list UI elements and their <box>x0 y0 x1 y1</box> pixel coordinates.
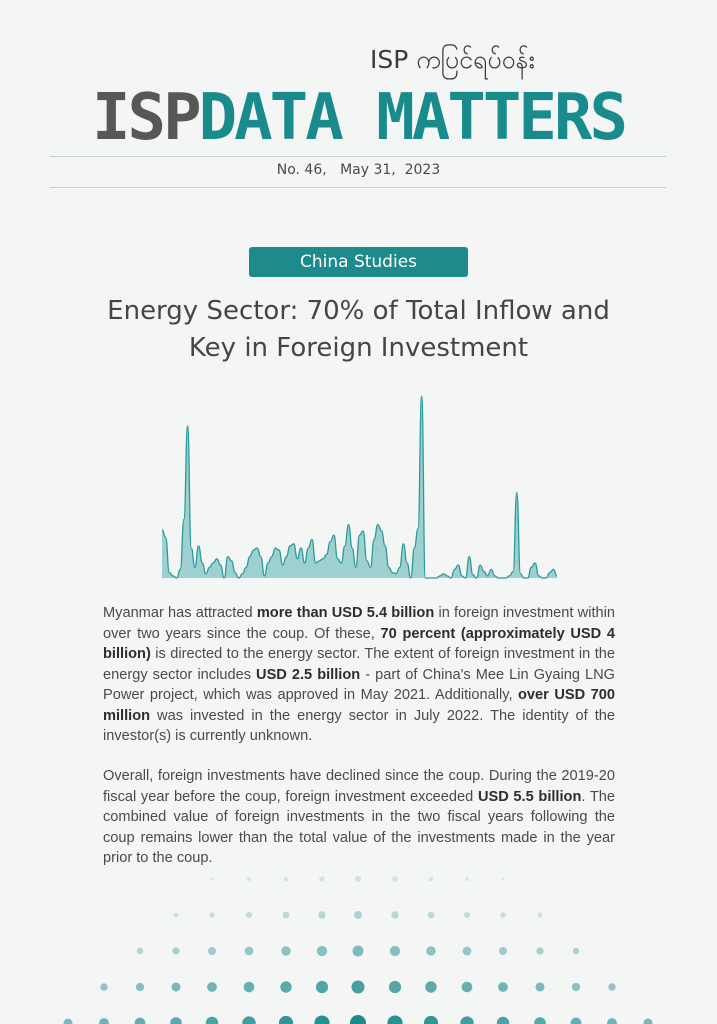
decor-dot <box>464 912 470 918</box>
decor-dot <box>501 877 505 881</box>
p1-highlight-3: USD 2.5 billion <box>256 666 361 683</box>
decor-dot <box>319 876 324 881</box>
decor-dot <box>462 982 473 993</box>
decor-dot <box>209 912 214 917</box>
issue-date: May 31, 2023 <box>340 162 441 178</box>
headline-line-2: Key in Foreign Investment <box>188 333 529 363</box>
decor-dot <box>99 1018 109 1024</box>
decor-dot <box>135 1018 146 1024</box>
decor-dot <box>392 876 397 881</box>
decor-dot <box>536 947 543 954</box>
headline <box>100 293 617 367</box>
decor-dot <box>317 946 327 956</box>
paragraph-2 <box>103 766 615 869</box>
decor-dot <box>426 946 435 955</box>
decor-dot <box>428 912 435 919</box>
decor-dot <box>353 946 364 957</box>
decor-dot <box>172 947 179 954</box>
p2-text-1: Overall, foreign investments have declined since the coup. During the 2019-20 fiscal year before the coup, foreign investment exceeded <box>103 768 615 805</box>
decor-dot <box>465 877 469 881</box>
p2-text-2: . The combined value of foreign investments in the two fiscal years following the coup remains lower than the total value of the investments made in the year prior to the coup. <box>103 788 615 866</box>
decor-dot <box>281 946 290 955</box>
decor-dot <box>498 982 508 992</box>
decor-dot <box>571 1018 582 1024</box>
decor-dot <box>608 983 615 990</box>
decor-dot <box>463 947 472 956</box>
p1-text-5: was invested in the energy sector in July 2022. The identity of the investor(s) is currently unknown. <box>103 707 615 744</box>
decor-dot <box>534 1017 546 1024</box>
decor-dot <box>246 912 252 918</box>
category-tag: China Studies <box>249 247 468 277</box>
decor-dot <box>280 981 291 992</box>
decor-dot <box>460 1016 473 1024</box>
decorative-dot-pattern <box>0 860 717 1024</box>
decor-dot <box>354 911 362 919</box>
decor-dot <box>206 1017 218 1024</box>
masthead <box>0 78 717 158</box>
decor-dot <box>174 913 179 918</box>
p1-text-4: - part of China's Mee Lin Gyaing LNG Power project, which was approved in May 2021. Additionally, <box>103 666 615 703</box>
decor-dot <box>314 1015 329 1024</box>
decor-dot <box>644 1019 653 1024</box>
decor-dot <box>499 947 507 955</box>
decor-dot <box>500 912 505 917</box>
decor-dot <box>245 947 254 956</box>
issue-line <box>0 162 717 178</box>
header-subtitle: ISP ကပြင်ရပ်ဝန်း <box>370 45 535 74</box>
decor-dot <box>497 1017 509 1024</box>
decor-dot <box>210 877 214 881</box>
decor-dot <box>535 982 544 991</box>
decor-dot <box>137 948 143 954</box>
p2-highlight-1: USD 5.5 billion <box>477 788 582 805</box>
decor-dot <box>284 877 289 882</box>
decor-dot <box>318 911 325 918</box>
decor-dot <box>170 1017 182 1024</box>
bottom-rule <box>50 187 666 188</box>
decor-dot <box>283 912 290 919</box>
decor-dot <box>389 981 401 993</box>
p1-highlight-2: 70 percent (approximately USD 4 billion) <box>103 625 615 662</box>
masthead-isp: ISP <box>92 81 199 155</box>
decor-dot <box>136 983 144 991</box>
decor-dot <box>424 1016 438 1024</box>
decor-dot <box>538 913 543 918</box>
paragraph-1 <box>103 603 615 747</box>
issue-number: No. 46, <box>276 162 327 178</box>
p1-highlight-4: over USD 700 million <box>103 687 615 724</box>
decor-dot <box>425 981 436 992</box>
decorative-area-chart <box>160 390 560 582</box>
decor-dot <box>573 948 579 954</box>
p1-text-3: is directed to the energy sector. The extent of foreign investment in the energy sector includes <box>103 646 615 683</box>
decor-dot <box>316 981 328 993</box>
decor-dot <box>242 1016 255 1024</box>
decor-dot <box>391 911 398 918</box>
headline-line-1: Energy Sector: 70% of Total Inflow and <box>107 296 610 326</box>
decor-dot <box>355 876 361 882</box>
decor-dot <box>247 877 251 881</box>
decor-dot <box>350 1015 366 1024</box>
masthead-data-matters: DATA MATTERS <box>198 81 625 155</box>
decor-dot <box>279 1016 293 1024</box>
decor-dot <box>100 983 107 990</box>
decor-dot <box>208 947 216 955</box>
p1-text-2: in foreign investment within over two years since the coup. Of these, <box>103 605 615 642</box>
decor-dot <box>387 1015 402 1024</box>
top-rule <box>50 156 666 157</box>
decor-dot <box>352 981 365 994</box>
p1-text-1: Myanmar has attracted <box>103 605 257 621</box>
decor-dot <box>171 982 180 991</box>
p1-highlight-1: more than USD 5.4 billion <box>256 605 435 621</box>
decor-dot <box>244 982 255 993</box>
decor-dot <box>207 982 217 992</box>
decor-dot <box>64 1019 73 1024</box>
decor-dot <box>607 1018 617 1024</box>
chart-area-fill <box>162 396 557 578</box>
decor-dot <box>572 983 580 991</box>
decor-dot <box>429 877 434 882</box>
decor-dot <box>390 946 400 956</box>
